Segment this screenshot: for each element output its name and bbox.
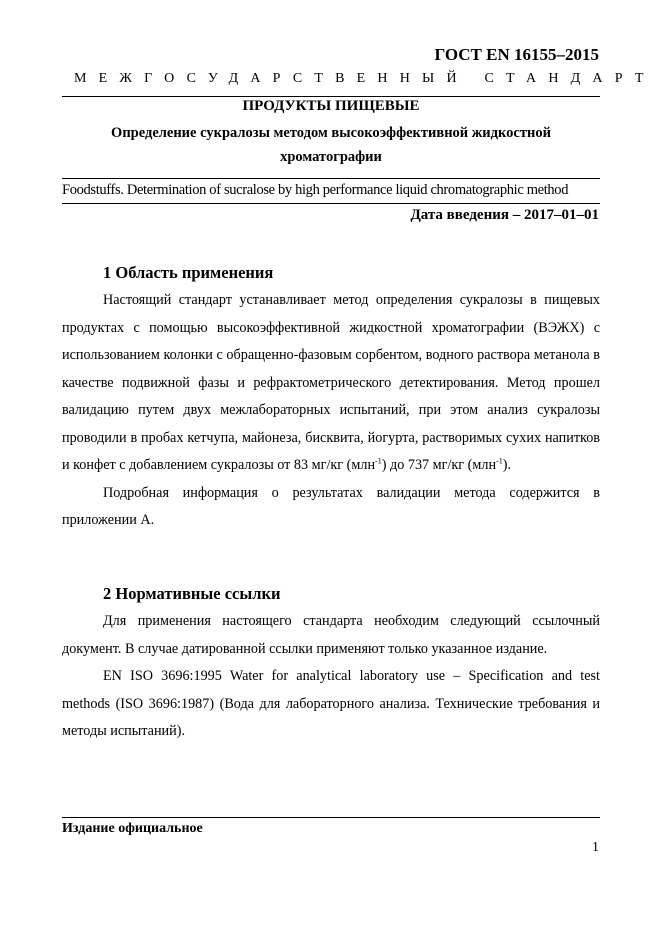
paragraph: EN ISO 3696:1995 Water for analytical laboratory use – Specification and test methods (ISO 3696:1987) (Вода для лабораторного анализа. Технические требования и методы испытаний). [62,668,600,739]
page-number: 1 [592,840,599,855]
divider [62,203,600,204]
introduction-date: Дата введения – 2017–01–01 [410,207,599,223]
section-normative-references [62,580,600,746]
document-title: ПРОДУКТЫ ПИЩЕВЫЕ [242,98,420,114]
section-scope [62,259,600,535]
paragraph: Подробная информация о результатах валидации метода содержится в приложении А. [62,484,600,528]
interstate-standard-label: МЕЖГОСУДАРСТВЕННЫЙ СТАНДАРТ [74,71,656,86]
paragraph-text: ). [502,457,512,473]
divider [62,817,600,818]
document-subtitle-line2: хроматографии [280,149,382,165]
paragraph-text: Настоящий стандарт устанавливает метод определения сукралозы в пищевых продуктах с помощью высокоэффективной жидкостной хроматографии (ВЭЖХ) с использованием колонки с обращенно-фазовым сорбентом, водного раствора метанола в качестве подвижной фазы и рефрактометрического детектирования. Метод прошел валидацию путем двух межлабораторных испытаний, при этом анализ сукралозы проводили в пробах кетчупа, майонеза, бисквита, йогурта, растворимых сухих напитков и конфет с добавлением сукралозы от 83 мг/кг (млн [62,292,600,473]
paragraph [62,287,600,480]
paragraph: Для применения настоящего стандарта необходим следующий ссылочный документ. В случае датированной ссылки применяют только указанное издание. [62,613,600,657]
paragraph-text: ) до 737 мг/кг (млн [381,457,497,473]
section-heading: 1 Область применения [103,263,274,282]
section-heading: 2 Нормативные ссылки [103,584,281,603]
document-title-english: Foodstuffs. Determination of sucralose by high performance liquid chromatographic method [62,182,569,198]
document-number: ГОСТ EN 16155–2015 [434,45,599,64]
divider [62,178,600,179]
edition-label: Издание официальное [62,821,203,836]
superscript: -1 [496,456,503,466]
document-subtitle-line1: Определение сукралозы методом высокоэффективной жидкостной [111,125,551,141]
superscript: -1 [375,456,382,466]
document-subtitle [80,121,582,169]
divider [62,96,600,97]
